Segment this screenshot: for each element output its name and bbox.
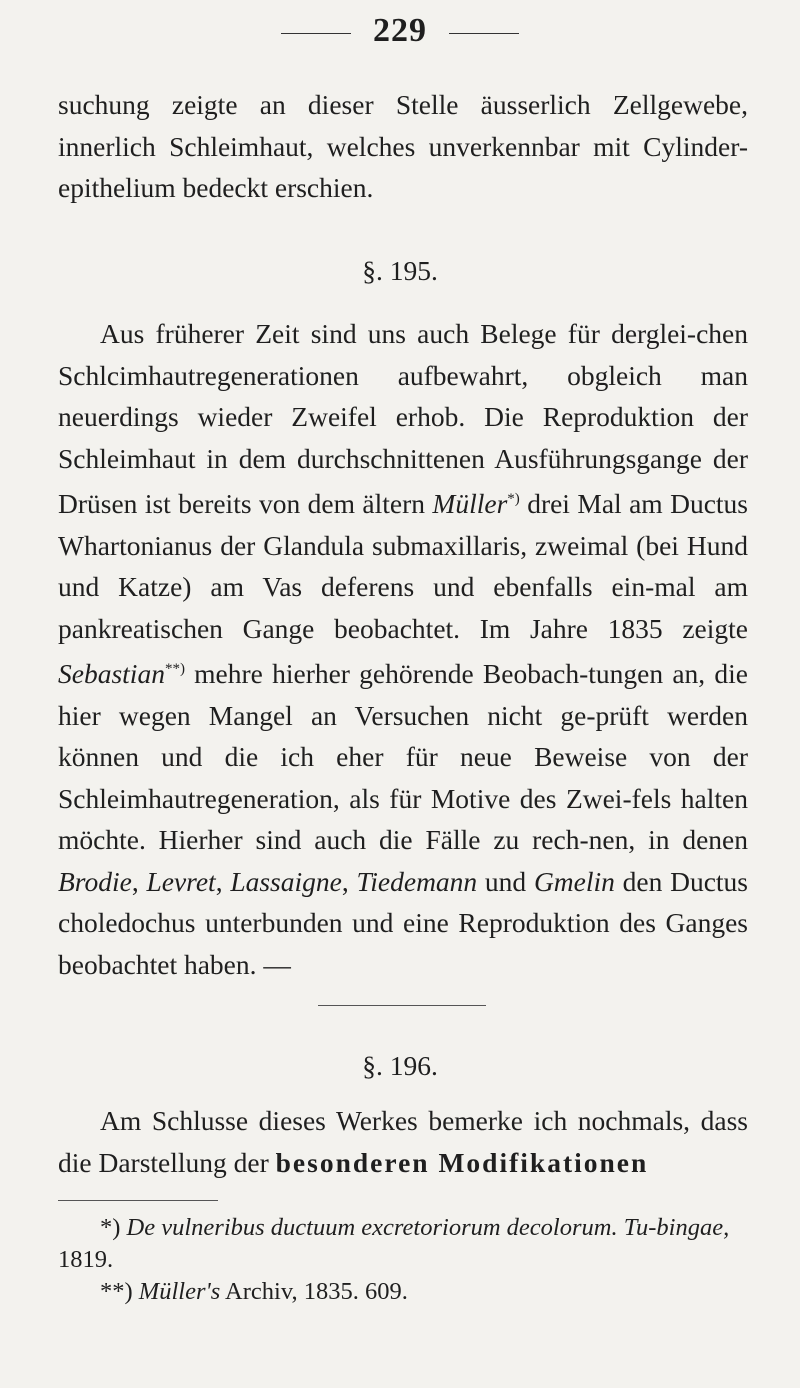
footnote-divider bbox=[58, 1200, 218, 1201]
section-heading-196: §. 196. bbox=[362, 1050, 438, 1081]
author-levret: Levret bbox=[146, 865, 216, 897]
author-sebastian: Sebastian bbox=[58, 658, 165, 690]
footnote-ref-1: *) bbox=[507, 491, 520, 507]
header-dash-right bbox=[449, 33, 519, 34]
footnote-1: *) De vulneribus ductuum excretoriorum decolorum. Tu-bingae, 1819. bbox=[58, 1214, 730, 1273]
section-heading-195: §. 195. bbox=[362, 255, 438, 286]
author-mueller: Müller bbox=[432, 488, 508, 520]
paragraph-195: Aus früherer Zeit sind uns auch Belege für derglei-chen Schlcimhautregenerationen aufbewahrt, obgleich man neuerdings wieder Zweifel erhob. Die Reproduktion der Schleimhaut in dem durchschnittenen Ausführungsgange der Drüsen ist bereits von dem ältern Müller*) drei Mal am Ductus Whartonianus der Glandula submaxillaris, zweimal (bei Hund und Katze) am Vas deferens und ebenfalls ein-mal am pankreatischen Gange beobachtet. Im Jahre 1835 zeigte Sebastian**) mehre hierher gehörende Beobach-tungen an, die hier wegen Mangel an Versuchen nicht ge-prüft werden können und die ich eher für neue Beweise von der Schleimhautregeneration, als für Motive des Zwei-fels halten möchte. Hierher sind auch die Fälle zu rech-nen, in denen Brodie, Levret, Lassaigne, Tiedemann und Gmelin den Ductus choledochus unterbunden und eine Reproduktion des Ganges beobachtet haben. — bbox=[58, 318, 749, 980]
footnotes bbox=[58, 1212, 748, 1308]
paragraph-continuation: suchung zeigte an dieser Stelle äusserlich Zellgewebe, innerlich Schleimhaut, welches unverkennbar mit Cylinder-epithelium bedeckt erschien. bbox=[58, 89, 748, 203]
paragraph-196: Am Schlusse dieses Werkes bemerke ich nochmals, dass die Darstellung der besonderen Modifikationen bbox=[58, 1105, 748, 1178]
footnote-ref-2: **) bbox=[164, 661, 185, 678]
page-number: 229 bbox=[373, 12, 427, 49]
author-tiedemann: Tiedemann bbox=[356, 865, 478, 897]
author-brodie: Brodie bbox=[58, 865, 132, 897]
author-gmelin: Gmelin bbox=[533, 865, 615, 897]
spaced-emphasis: besonderen Modifikationen bbox=[275, 1146, 649, 1178]
footnote-2: **) Müller's Archiv, 1835. 609. bbox=[100, 1278, 408, 1305]
header-dash-left bbox=[281, 33, 351, 34]
page-header bbox=[0, 12, 800, 50]
section-divider bbox=[318, 1005, 486, 1006]
author-lassaigne: Lassaigne bbox=[230, 865, 342, 897]
